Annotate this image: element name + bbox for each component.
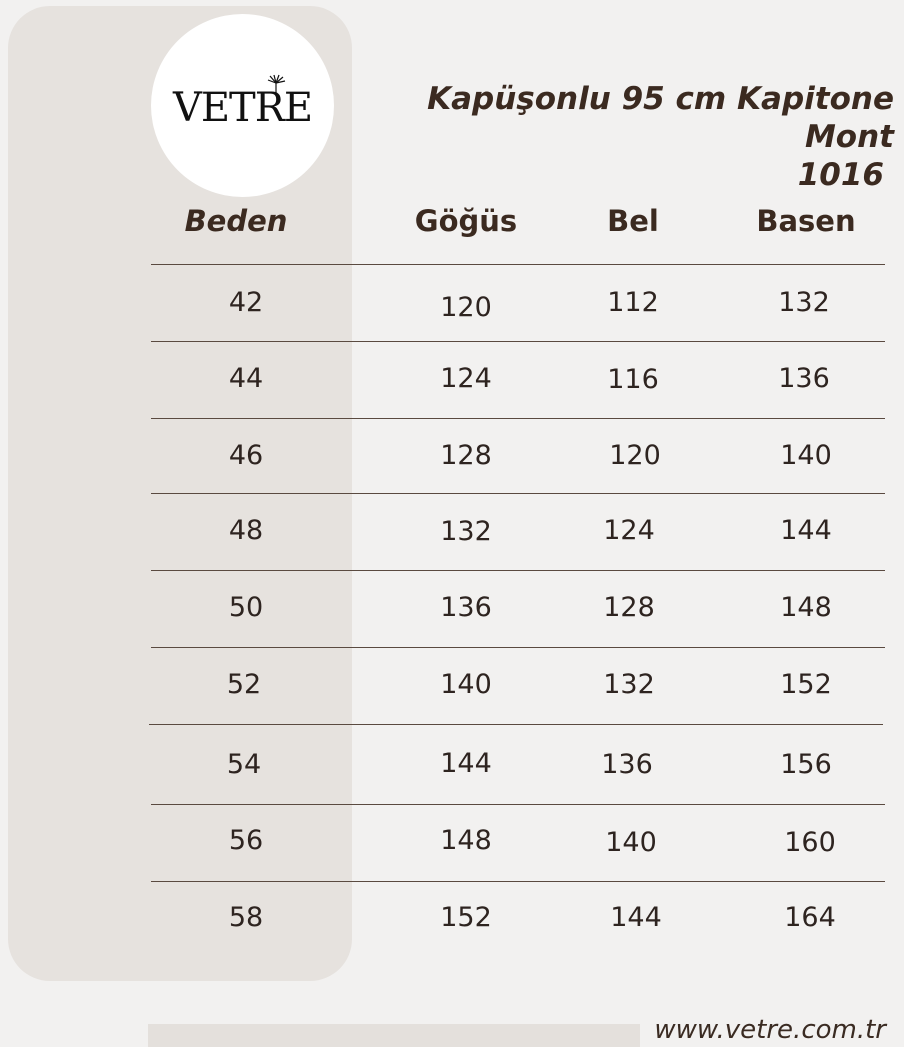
cell-size: 58 <box>228 902 264 933</box>
cell-basen: 148 <box>780 592 832 623</box>
cell-bel: 116 <box>607 364 659 395</box>
cell-basen: 140 <box>780 440 832 471</box>
table-divider <box>151 881 885 882</box>
header-gogus: Göğüs <box>414 204 518 238</box>
cell-bel: 140 <box>605 827 657 858</box>
cell-gogus: 152 <box>440 902 492 933</box>
header-beden: Beden <box>184 204 288 238</box>
cell-gogus: 136 <box>440 592 492 623</box>
cell-bel: 120 <box>609 440 661 471</box>
table-divider <box>151 493 885 494</box>
cell-bel: 112 <box>607 287 659 318</box>
product-code: 1016 <box>797 157 884 193</box>
cell-size: 44 <box>228 363 264 394</box>
cell-bel: 144 <box>610 902 662 933</box>
header-bel: Bel <box>607 204 659 238</box>
cell-basen: 156 <box>780 749 832 780</box>
cell-basen: 160 <box>784 827 836 858</box>
cell-basen: 164 <box>784 902 836 933</box>
cell-size: 54 <box>226 749 262 780</box>
table-divider <box>151 570 885 571</box>
cell-gogus: 120 <box>440 292 492 323</box>
table-divider <box>151 647 885 648</box>
cell-gogus: 128 <box>440 440 492 471</box>
palm-leaf-icon <box>265 74 287 94</box>
cell-bel: 124 <box>603 515 655 546</box>
cell-size: 52 <box>226 669 262 700</box>
table-divider <box>151 264 885 265</box>
cell-gogus: 148 <box>440 825 492 856</box>
header-basen: Basen <box>756 204 856 238</box>
product-title-line1: Kapüşonlu 95 cm Kapitone Mont <box>427 81 894 155</box>
table-divider <box>149 724 883 725</box>
cell-bel: 136 <box>601 749 653 780</box>
table-divider <box>151 804 885 805</box>
website-link[interactable]: www.vetre.com.tr <box>654 1015 886 1045</box>
cell-size: 42 <box>228 287 264 318</box>
cell-basen: 152 <box>780 669 832 700</box>
cell-size: 48 <box>228 515 264 546</box>
cell-basen: 144 <box>780 515 832 546</box>
cell-size: 46 <box>228 440 264 471</box>
brand-logo <box>151 14 334 197</box>
cell-size: 56 <box>228 825 264 856</box>
cell-bel: 132 <box>603 669 655 700</box>
table-divider <box>151 418 885 419</box>
cell-gogus: 132 <box>440 516 492 547</box>
table-divider <box>151 341 885 342</box>
product-title <box>334 80 894 194</box>
cell-gogus: 140 <box>440 669 492 700</box>
footer-bar <box>148 1024 640 1047</box>
cell-size: 50 <box>228 592 264 623</box>
cell-gogus: 144 <box>440 748 492 779</box>
cell-bel: 128 <box>603 592 655 623</box>
logo-text: VETRE <box>172 84 313 131</box>
cell-gogus: 124 <box>440 363 492 394</box>
cell-basen: 132 <box>778 287 830 318</box>
cell-basen: 136 <box>778 363 830 394</box>
